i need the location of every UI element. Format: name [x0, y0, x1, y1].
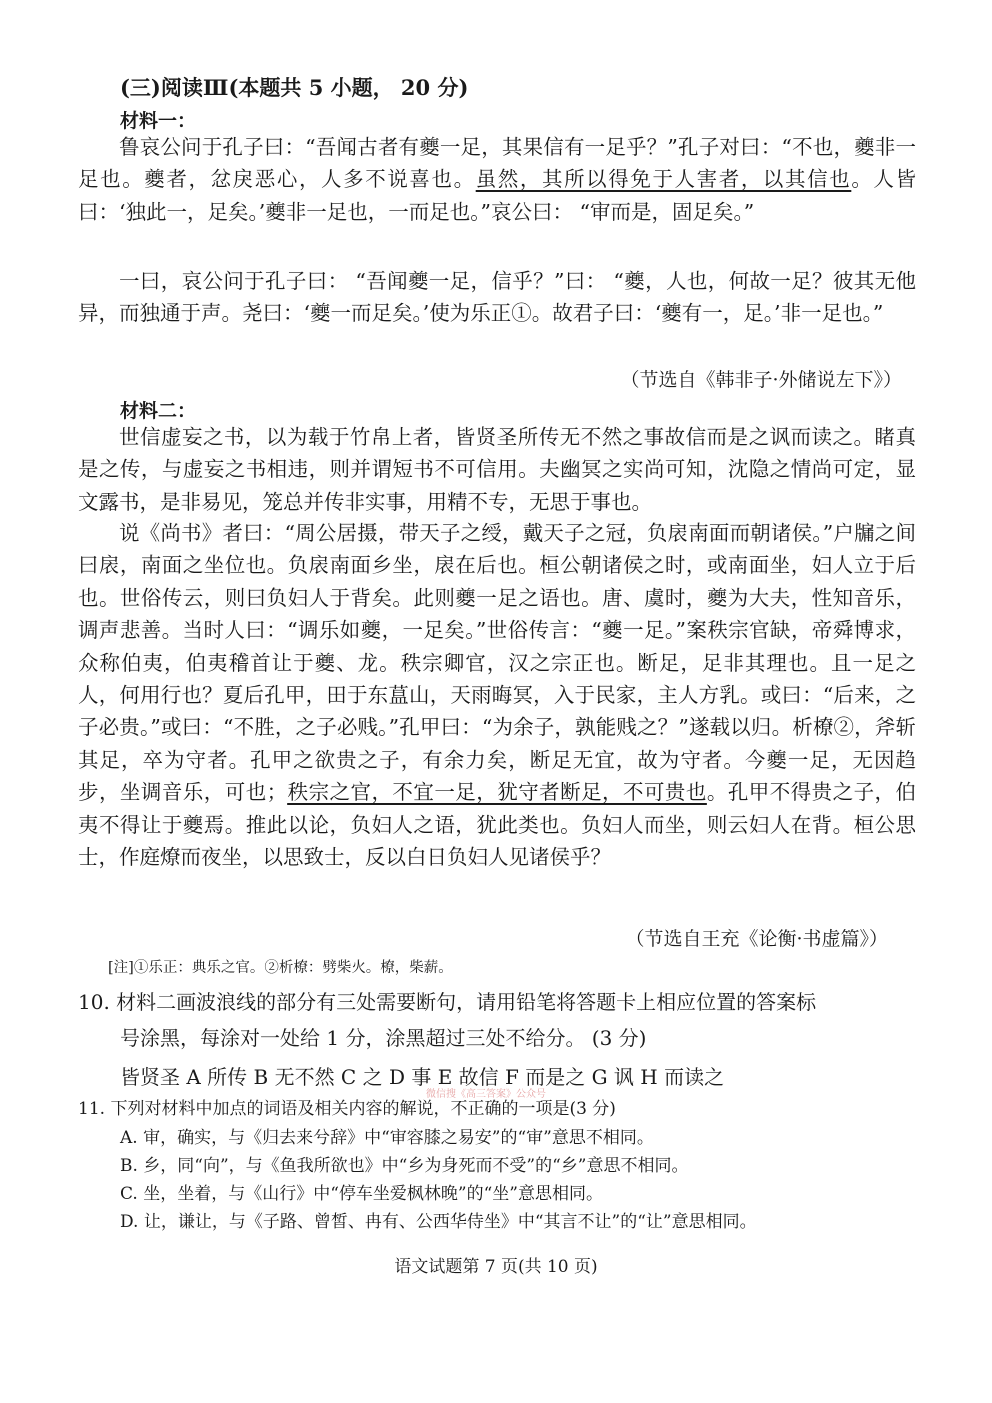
section-title: (三)阅读Ⅲ(本题共 5 小题， 20 分)	[120, 75, 469, 100]
question-11-option-d: D. 让，谦让，与《子路、曾皙、冉有、公西华侍坐》中“其言不让”的“让”意思相同。	[120, 1212, 757, 1232]
material-two-paragraph-2: 说《尚书》者曰：“周公居摄，带天子之绶，戴天子之冠，负扆南面而朝诸侯。”户牖之间曰扆，南面之坐位也。负扆南面乡坐，扆在后也。桓公朝诸侯之时，或南面坐，妇人立于后也。世俗传云，则曰负妇人于背矣。此则夔一足之语也。唐、虞时，夔为大夫，性知音乐，调声悲善。当时人曰：“调乐如夔，一足矣。”世俗传言：“夔一足。”案秩宗官缺，帝舜博求，众称伯夷，伯夷稽首让于夔、龙。秩宗卿官，汉之宗正也。断足，足非其理也。且一足之人，何用行也？夏后孔甲，田于东蒀山，天雨晦冥，入于民家，主人方乳。或曰：“后来，之子必贵。”或曰：“不胜，之子必贱。”孔甲曰：“为余子，孰能贱之？”遂载以归。析橑②，斧斩其足，卒为守者。孔甲之欲贵之子，有余力矣，断足无宜，故为守者。今夔一足，无因趋步，坐调音乐，可也；秩宗之官，不宜一足，犹守者断足，不可贵也。孔甲不得贵之子，伯夷不得让于夔焉。推此以论，负妇人之语，犹此类也。负妇人而坐，则云妇人在背。桓公思士，作庭燎而夜坐，以思致士，反以白日负妇人见诸侯乎？	[78, 521, 917, 870]
question-11-option-c: C. 坐，坐着，与《山行》中“停车坐爱枫林晚”的“坐”意思相同。	[120, 1184, 603, 1204]
material-one-heading: 材料一：	[120, 110, 197, 132]
footnote: [注]①乐正：典乐之官。②析橑：劈柴火。橑，柴薪。	[108, 960, 453, 976]
material-two-heading: 材料二：	[120, 400, 197, 422]
page-footer: 语文试题第 7 页(共 10 页)	[394, 1257, 598, 1277]
material-one-paragraph-2: 一曰，哀公问于孔子曰： “吾闻夔一足，信乎？”曰： “夔，人也，何故一足？彼其无他异，而独通于声。尧曰：‘夔一而足矣。’使为乐正①。故君子曰：‘夔有一，足。’非一足也。”	[78, 269, 916, 326]
question-10-line-2: 号涂黑，每涂对一处给 1 分，涂黑超过三处不给分。 (3 分)	[120, 1026, 647, 1050]
material-one-paragraph-1: 鲁哀公问于孔子曰：“吾闻古者有夔一足，其果信有一足乎？”孔子对曰：“不也，夔非一足也。夔者，忿戾恶心，人多不说喜也。虽然，其所以得免于人害者，以其信也。人皆曰：‘独此一，足矣。’夔非一足也，一而足也。”哀公曰： “审而是，固足矣。”	[78, 135, 917, 224]
question-11-option-a: A. 审，确实，与《归去来兮辞》中“审容膝之易安”的“审”意思不相同。	[120, 1128, 654, 1148]
question-10-line-1: 10. 材料二画波浪线的部分有三处需要断句，请用铅笔将答题卡上相应位置的答案标	[78, 990, 817, 1014]
question-11-option-b: B. 乡，同“向”，与《鱼我所欲也》中“乡为身死而不受”的“乡”意思不相同。	[120, 1156, 689, 1176]
material-two-paragraph-1: 世信虚妄之书，以为载于竹帛上者，皆贤圣所传无不然之事故信而是之讽而读之。睹真是之传，与虚妄之书相违，则并谓短书不可信用。夫幽冥之实尚可知，沈隐之情尚可定，显文露书，是非易见，笼总并传非实事，用精不专，无思于事也。	[78, 425, 916, 514]
material-one-source: （节选自《韩非子·外储说左下》）	[620, 369, 902, 391]
watermark: 微信搜《高三答案》公众号	[426, 1089, 546, 1100]
underlined-sentence-2: 秩宗之官，不宜一足，犹守者断足，不可贵也	[287, 780, 707, 805]
underlined-sentence: 虽然，其所以得免于人害者，以其信也	[475, 167, 852, 192]
question-11-stem: 11. 下列对材料中加点的词语及相关内容的解说，不正确的一项是(3 分)	[78, 1099, 616, 1119]
material-two-source: （节选自王充《论衡·书虚篇》）	[625, 928, 888, 950]
question-10-sentence: 皆贤圣 A 所传 B 无不然 C 之 D 事 E 故信 F 而是之 G 讽 H 而读之	[120, 1065, 725, 1089]
